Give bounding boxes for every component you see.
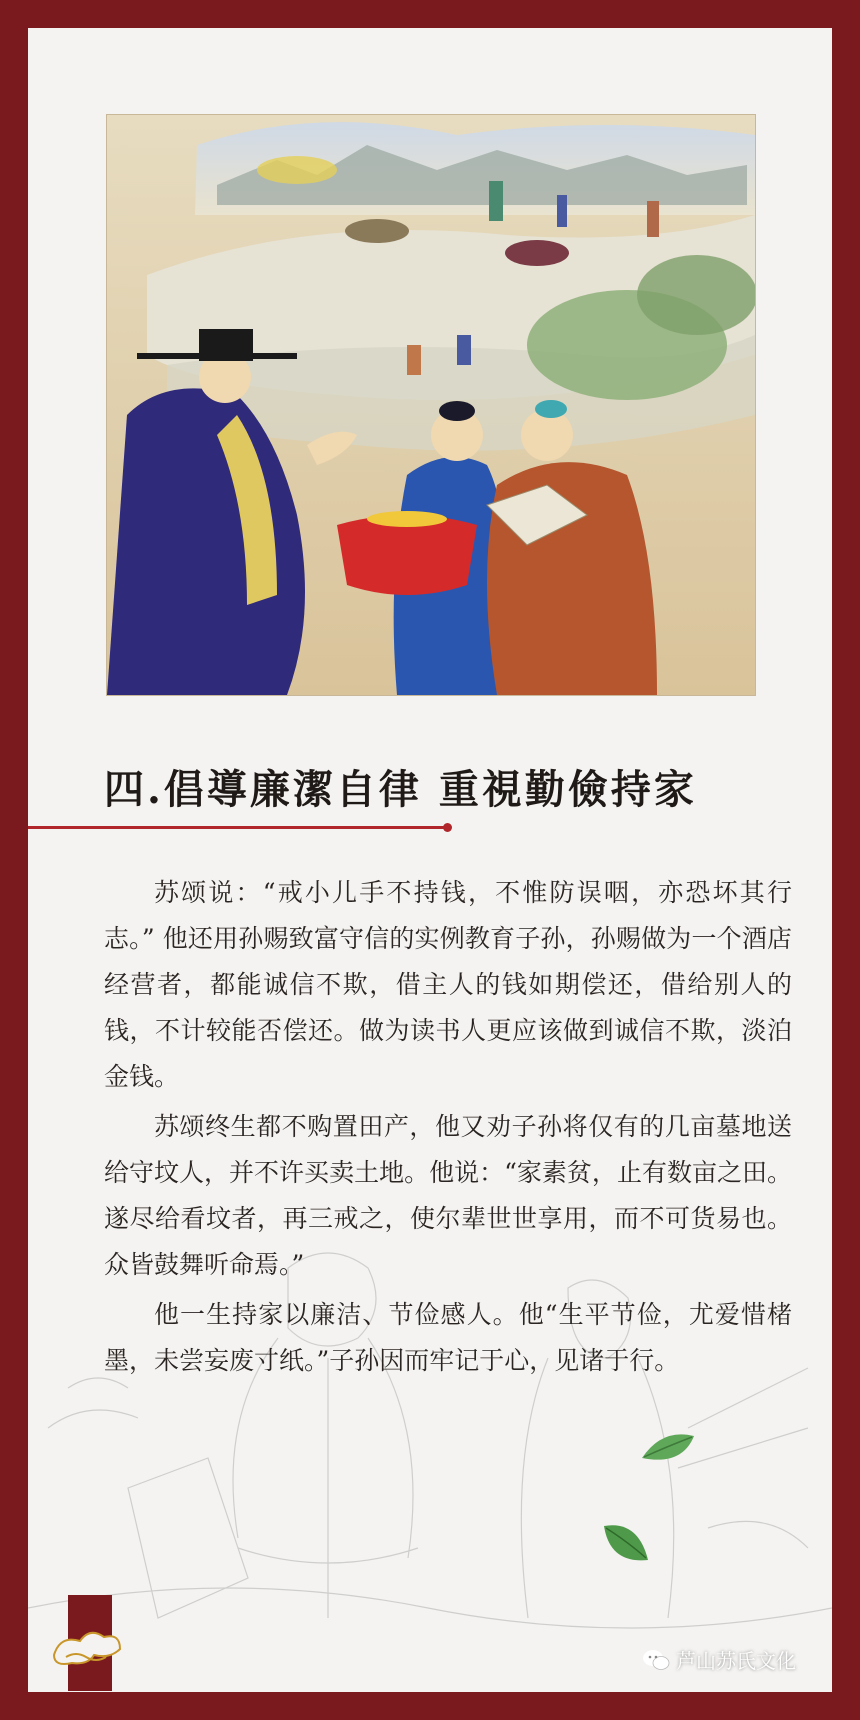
leaf-icon <box>640 1432 696 1466</box>
watermark-text: 芦山苏氏文化 <box>676 1649 796 1673</box>
wechat-icon <box>642 1649 670 1671</box>
leaf-icon <box>600 1520 652 1564</box>
article-body <box>104 870 792 1388</box>
paragraph-2: 苏颂终生都不购置田产，他又劝子孙将仅有的几亩墓地送给守坟人，并不许买卖土地。他说：“家素贫，止有数亩之田。遂尽给看坟者，再三戒之，使尔辈世世享用，而不可货易也。众皆鼓舞听命焉。” <box>104 1112 792 1279</box>
story-illustration <box>106 114 756 696</box>
section-heading: 四.倡導廉潔自律 重視勤儉持家 <box>104 766 697 813</box>
heading-underline <box>28 826 448 829</box>
wechat-watermark <box>642 1645 796 1674</box>
content-panel <box>28 28 832 1692</box>
cloud-seal-icon <box>48 1595 138 1691</box>
paragraph-1: 苏颂说：“戒小儿手不持钱，不惟防误咽，亦恐坏其行志。” 他还用孙赐致富守信的实例教育子孙，孙赐做为一个酒店经营者，都能诚信不欺，借主人的钱如期偿还，借给别人的钱，不计较能否偿还。做为读书人更应该做到诚信不欺，淡泊金钱。 <box>104 878 792 1091</box>
heading-underline-dot <box>443 823 452 832</box>
paragraph-3: 他一生持家以廉洁、节俭感人。他“生平节俭，尤爱惜楮墨，未尝妄废寸纸。”子孙因而牢记于心，见诸于行。 <box>104 1300 792 1375</box>
